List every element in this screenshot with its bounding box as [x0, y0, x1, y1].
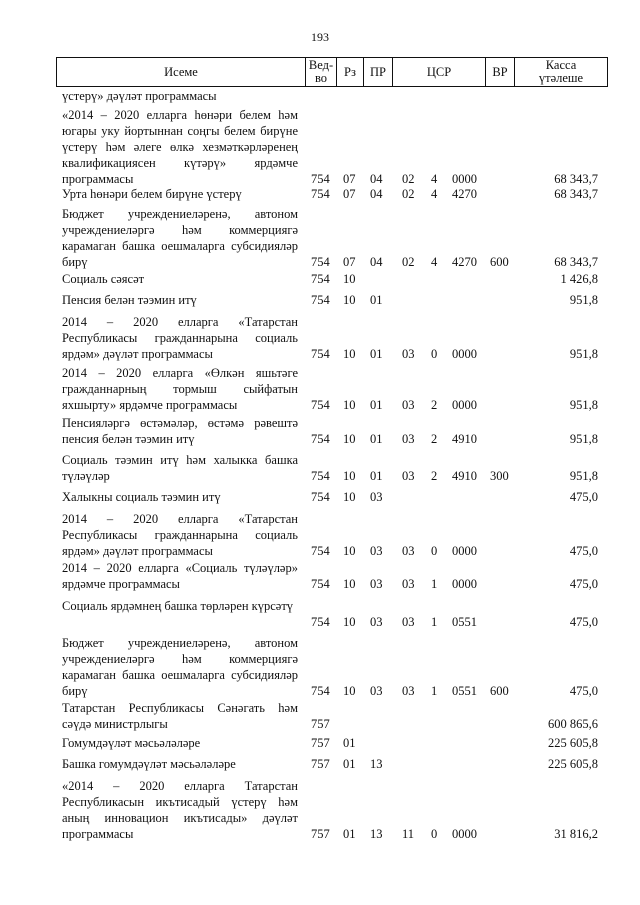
cell-pr: 01 [370, 347, 383, 361]
cell-ved: 754 [311, 172, 330, 186]
cell-ved: 757 [311, 736, 330, 750]
cell-csr-code: 0551 [452, 615, 477, 629]
cell-sum: 475,0 [569, 615, 598, 629]
cell-csr-code: 0000 [452, 398, 477, 412]
cell-csr-subprogram: 1 [431, 577, 438, 591]
cell-name: Социаль сәясәт [62, 272, 145, 286]
cell-sum: 951,8 [569, 398, 598, 412]
cell-sum: 475,0 [569, 490, 598, 504]
cell-name: Урта һөнәри белем бирүне үстерү [62, 187, 242, 201]
cell-pr: 01 [370, 432, 383, 446]
cell-rz: 10 [343, 469, 356, 483]
cell-pr: 03 [370, 544, 383, 558]
cell-pr: 13 [370, 827, 383, 841]
cell-sum: 951,8 [569, 347, 598, 361]
cell-ved: 754 [311, 577, 330, 591]
cell-ved: 754 [311, 684, 330, 698]
page-number: 193 [311, 30, 329, 44]
cell-csr-code: 4270 [452, 255, 477, 269]
cell-rz: 10 [343, 272, 356, 286]
cell-rz: 10 [343, 684, 356, 698]
cell-name: «2014 – 2020 елларга Татарстан Республикасын икътисадый үстерү һәм аның инновацион икътисады» дәүләт программасы [62, 779, 298, 841]
cell-csr-code: 0000 [452, 347, 477, 361]
cell-name: 2014 – 2020 елларга «Татарстан Республикасы гражданнарына социаль ярдәм» дәүләт программасы [62, 512, 298, 558]
cell-csr-code: 0000 [452, 172, 477, 186]
cell-rz: 10 [343, 398, 356, 412]
cell-sum: 68 343,7 [554, 187, 598, 201]
cell-sum: 225 605,8 [548, 736, 598, 750]
cell-sum: 475,0 [569, 684, 598, 698]
cell-name: Пенсияләргә өстәмәләр, өстәмә рәвештә пенсия белән тәэмин итү [62, 416, 298, 446]
cell-csr-program: 03 [402, 469, 415, 483]
cell-pr: 04 [370, 187, 383, 201]
cell-ved: 757 [311, 827, 330, 841]
cell-rz: 10 [343, 347, 356, 361]
cell-name: үстерү» дәүләт программасы [62, 89, 217, 103]
cell-sum: 1 426,8 [560, 272, 598, 286]
cell-pr: 13 [370, 757, 383, 771]
cell-name: Татарстан Республикасы Сәнәгать һәм сәүдә министрлыгы [62, 701, 298, 731]
cell-name: Халыкны социаль тәэмин итү [62, 490, 221, 504]
cell-pr: 03 [370, 577, 383, 591]
cell-name: «2014 – 2020 елларга һөнәри белем һәм югары уку йортыннан соңгы белем бирүне үстерү һәм әлеге өлкә хезмәткәрләренең квалификациясен күтәрү» ярдәмче программасы [62, 108, 298, 186]
cell-name: 2014 – 2020 елларга «Өлкән яшьтәге гражданнарның тормыш сыйфатын яхшырту» ярдәмче программасы [62, 366, 298, 412]
header-pr: ПР [370, 64, 386, 79]
cell-csr-subprogram: 4 [431, 187, 438, 201]
cell-csr-program: 02 [402, 172, 415, 186]
cell-csr-subprogram: 0 [431, 827, 438, 841]
header-rz: Рз [344, 64, 356, 79]
cell-vr: 300 [490, 469, 509, 483]
cell-csr-subprogram: 2 [431, 398, 438, 412]
cell-rz: 07 [343, 172, 356, 186]
cell-ved: 754 [311, 272, 330, 286]
cell-vr: 600 [490, 684, 509, 698]
cell-sum: 475,0 [569, 544, 598, 558]
cell-sum: 475,0 [569, 577, 598, 591]
cell-rz: 07 [343, 255, 356, 269]
cell-csr-subprogram: 1 [431, 684, 438, 698]
cell-pr: 03 [370, 684, 383, 698]
cell-name: Башка гомумдәүләт мәсьәләләре [62, 757, 236, 771]
cell-rz: 01 [343, 827, 356, 841]
cell-name: 2014 – 2020 елларга «Татарстан Республикасы гражданнарына социаль ярдәм» дәүләт программасы [62, 315, 298, 361]
cell-rz: 10 [343, 490, 356, 504]
cell-sum: 951,8 [569, 293, 598, 307]
cell-rz: 10 [343, 432, 356, 446]
header-name: Исеме [164, 64, 198, 79]
cell-csr-subprogram: 0 [431, 544, 438, 558]
cell-rz: 10 [343, 577, 356, 591]
cell-sum: 225 605,8 [548, 757, 598, 771]
header-vr: ВР [492, 64, 508, 79]
cell-ved: 754 [311, 347, 330, 361]
cell-csr-subprogram: 1 [431, 615, 438, 629]
cell-csr-code: 4910 [452, 469, 477, 483]
cell-rz: 10 [343, 544, 356, 558]
cell-rz: 01 [343, 736, 356, 750]
cell-sum: 31 816,2 [554, 827, 598, 841]
cell-sum: 68 343,7 [554, 255, 598, 269]
cell-pr: 04 [370, 255, 383, 269]
cell-name: Социаль тәэмин итү һәм халыкка башка түләүләр [62, 453, 298, 483]
cell-csr-program: 03 [402, 347, 415, 361]
cell-sum: 951,8 [569, 432, 598, 446]
cell-csr-subprogram: 4 [431, 255, 438, 269]
cell-name: Гомумдәүләт мәсьәләләре [62, 736, 201, 750]
cell-name: Пенсия белән тәэмин итү [62, 293, 197, 307]
cell-csr-code: 0000 [452, 827, 477, 841]
cell-csr-program: 03 [402, 398, 415, 412]
header-sum: Касса үтәлеше [538, 58, 584, 85]
cell-pr: 03 [370, 615, 383, 629]
cell-ved: 757 [311, 757, 330, 771]
cell-csr-program: 02 [402, 187, 415, 201]
cell-ved: 754 [311, 293, 330, 307]
cell-pr: 01 [370, 398, 383, 412]
cell-pr: 04 [370, 172, 383, 186]
cell-csr-code: 0000 [452, 544, 477, 558]
cell-csr-subprogram: 0 [431, 347, 438, 361]
cell-pr: 03 [370, 490, 383, 504]
cell-name: Бюджет учреждениеләренә, автоном учреждениеләргә һәм коммерциягә карамаган башка оешмаларга субсидияләр бирү [62, 207, 298, 269]
cell-ved: 754 [311, 469, 330, 483]
cell-csr-subprogram: 2 [431, 432, 438, 446]
cell-ved: 754 [311, 490, 330, 504]
cell-csr-code: 4270 [452, 187, 477, 201]
cell-pr: 01 [370, 293, 383, 307]
cell-rz: 01 [343, 757, 356, 771]
cell-name: Бюджет учреждениеләренә, автоном учреждениеләргә һәм коммерциягә карамаган башка оешмаларга субсидияләр бирү [62, 636, 298, 698]
cell-name: 2014 – 2020 елларга «Социаль түләүләр» ярдәмче программасы [62, 561, 298, 591]
cell-csr-subprogram: 4 [431, 172, 438, 186]
cell-ved: 754 [311, 615, 330, 629]
cell-ved: 754 [311, 187, 330, 201]
cell-ved: 754 [311, 398, 330, 412]
cell-csr-subprogram: 2 [431, 469, 438, 483]
cell-csr-program: 03 [402, 544, 415, 558]
cell-csr-code: 0000 [452, 577, 477, 591]
cell-ved: 754 [311, 544, 330, 558]
cell-csr-program: 02 [402, 255, 415, 269]
cell-csr-program: 03 [402, 684, 415, 698]
cell-rz: 10 [343, 293, 356, 307]
cell-rz: 10 [343, 615, 356, 629]
header-csr: ЦСР [426, 64, 452, 79]
header-ved: Вед- во [308, 58, 334, 85]
cell-ved: 754 [311, 432, 330, 446]
cell-sum: 951,8 [569, 469, 598, 483]
cell-csr-program: 03 [402, 615, 415, 629]
cell-csr-program: 03 [402, 432, 415, 446]
cell-sum: 600 865,6 [548, 717, 598, 731]
cell-ved: 754 [311, 255, 330, 269]
table-header [56, 57, 608, 87]
cell-pr: 01 [370, 469, 383, 483]
cell-ved: 757 [311, 717, 330, 731]
cell-sum: 68 343,7 [554, 172, 598, 186]
cell-csr-program: 11 [402, 827, 415, 841]
cell-name: Социаль ярдәмнең башка төрләрен күрсәтү [62, 599, 294, 613]
cell-rz: 07 [343, 187, 356, 201]
cell-csr-code: 0551 [452, 684, 477, 698]
cell-vr: 600 [490, 255, 509, 269]
cell-csr-program: 03 [402, 577, 415, 591]
cell-csr-code: 4910 [452, 432, 477, 446]
